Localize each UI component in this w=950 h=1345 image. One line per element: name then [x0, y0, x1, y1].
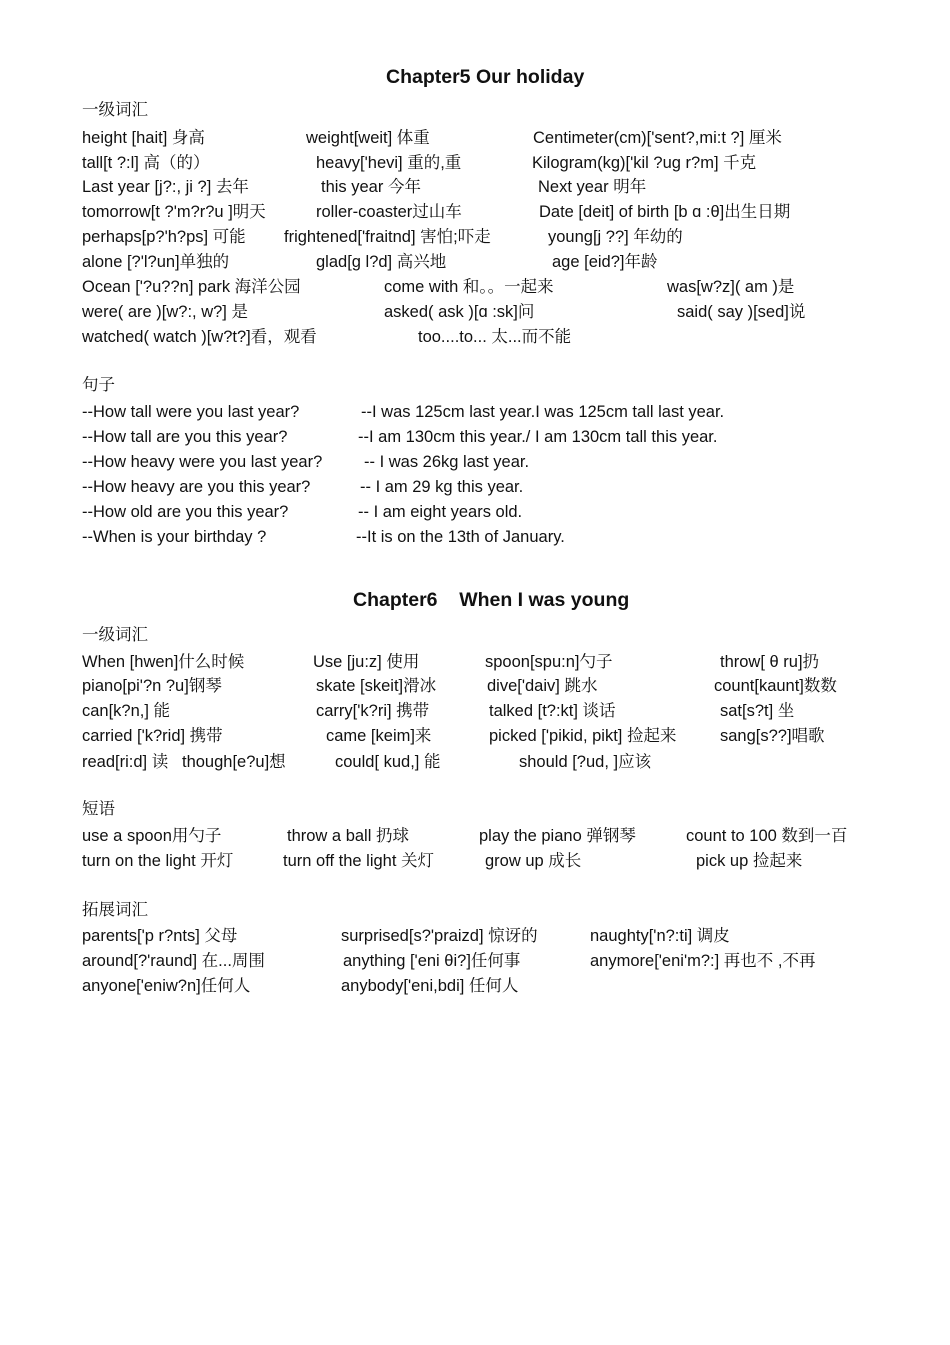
vocab-item: said( say )[sed]说 — [677, 303, 806, 321]
vocab-item: watched( watch )[w?t?]看，观看 — [82, 328, 317, 346]
vocab-item: Next year 明年 — [538, 178, 647, 196]
vocab-item: too....to... 太...而不能 — [418, 328, 572, 346]
ext-vocab-item: parents['p r?nts] 父母 — [82, 927, 238, 945]
vocab-item: come with 和。。一起来 — [384, 278, 554, 296]
vocab-item: throw[ θ ru]扔 — [720, 653, 820, 671]
vocab-item: roller-coaster过山车 — [316, 203, 462, 221]
vocab-item: dive['daiv] 跳水 — [487, 677, 598, 695]
sentence-answer: --It is on the 13th of January. — [356, 528, 565, 546]
sentence-answer: -- I am 29 kg this year. — [360, 478, 524, 496]
sentence-answer: --I am 130cm this year./ I am 130cm tall this year. — [358, 428, 718, 446]
vocab-item: asked( ask )[ɑ :sk]问 — [384, 303, 535, 321]
sentence-answer: -- I am eight years old. — [358, 503, 523, 521]
phrase-item: turn on the light 开灯 — [82, 852, 234, 870]
vocab-item: frightened['fraitnd] 害怕;吓走 — [284, 228, 491, 246]
vocab-item: read[ri:d] 读 — [82, 753, 169, 771]
vocab-item: age [eid?]年龄 — [552, 253, 658, 271]
chapter6-vocab-heading: 一级词汇 — [82, 626, 148, 644]
vocab-item: sat[s?t] 坐 — [720, 702, 795, 720]
ext-vocab-item: surprised[s?'praizd] 惊讶的 — [341, 927, 538, 945]
ext-vocab-item: naughty['n?:ti] 调皮 — [590, 927, 730, 945]
vocab-item: talked [t?:kt] 谈话 — [489, 702, 616, 720]
vocab-item: were( are )[w?:, w?] 是 — [82, 303, 248, 321]
vocab-item: sang[s??]唱歌 — [720, 727, 825, 745]
vocab-item: Use [ju:z] 使用 — [313, 653, 420, 671]
phrase-item: turn off the light 关灯 — [283, 852, 435, 870]
sentence-question: --How tall were you last year? — [82, 403, 300, 421]
vocab-item: When [hwen]什么时候 — [82, 653, 245, 671]
vocab-item: though[e?u]想 — [182, 753, 286, 771]
ext-vocab-item: anyone['eniw?n]任何人 — [82, 977, 251, 995]
chapter5-vocab-heading: 一级词汇 — [82, 101, 148, 119]
phrase-item: use a spoon用勺子 — [82, 827, 222, 845]
sentence-question: --When is your birthday ? — [82, 528, 267, 546]
sentence-answer: --I was 125cm last year.I was 125cm tall last year. — [361, 403, 725, 421]
vocab-item: Ocean ['?u??n] park 海洋公园 — [82, 278, 301, 296]
sentence-answer: -- I was 26kg last year. — [364, 453, 530, 471]
chapter6-ext-heading: 拓展词汇 — [82, 901, 148, 919]
sentence-question: --How tall are you this year? — [82, 428, 288, 446]
vocab-item: came [keim]来 — [326, 727, 432, 745]
vocab-item: heavy['hevi] 重的,重 — [316, 154, 462, 172]
ext-vocab-item: anybody['eni,bdi] 任何人 — [341, 977, 519, 995]
vocab-item: can[k?n,] 能 — [82, 702, 171, 720]
sentence-question: --How old are you this year? — [82, 503, 289, 521]
vocab-item: Last year [j?:, ji ?] 去年 — [82, 178, 249, 196]
vocab-item: glad[ɡ l?d] 高兴地 — [316, 253, 447, 271]
ext-vocab-item: around[?'raund] 在...周围 — [82, 952, 265, 970]
ext-vocab-item: anymore['eni'm?:] 再也不 ,不再 — [590, 952, 816, 970]
vocab-item: tomorrow[t ?'m?r?u ]明天 — [82, 203, 266, 221]
vocab-item: height [hait] 身高 — [82, 129, 205, 147]
vocab-item: carry['k?ri] 携带 — [316, 702, 430, 720]
vocab-item: spoon[spu:n]勺子 — [485, 653, 613, 671]
vocab-item: young[j ??] 年幼的 — [548, 228, 683, 246]
chapter5-title: Chapter5 Our holiday — [386, 66, 585, 88]
phrase-item: grow up 成长 — [485, 852, 582, 870]
vocab-item: was[w?z]( am )是 — [667, 278, 795, 296]
vocab-item: count[kaunt]数数 — [714, 677, 837, 695]
chapter6-phrase-heading: 短语 — [82, 800, 115, 818]
vocab-item: Date [deit] of birth [b ɑ :θ]出生日期 — [539, 203, 791, 221]
vocab-item: perhaps[p?'h?ps] 可能 — [82, 228, 246, 246]
vocab-item: carried ['k?rid] 携带 — [82, 727, 223, 745]
vocab-item: tall[t ?:l] 高（的） — [82, 154, 210, 172]
ext-vocab-item: anything ['eni θi?]任何事 — [343, 952, 521, 970]
sentence-question: --How heavy are you this year? — [82, 478, 311, 496]
vocab-item: this year 今年 — [321, 178, 421, 196]
vocab-item: weight[weit] 体重 — [306, 129, 430, 147]
vocab-item: piano[pi'?n ?u]钢琴 — [82, 677, 222, 695]
vocab-item: should [?ud, ]应该 — [519, 753, 652, 771]
sentence-question: --How heavy were you last year? — [82, 453, 323, 471]
phrase-item: count to 100 数到一百 — [686, 827, 848, 845]
phrase-item: throw a ball 扔球 — [287, 827, 409, 845]
phrase-item: play the piano 弹钢琴 — [479, 827, 636, 845]
chapter6-title: Chapter6 When I was young — [353, 589, 630, 611]
vocab-item: Centimeter(cm)['sent?,mi:t ?] 厘米 — [533, 129, 782, 147]
vocab-item: alone [?'l?un]单独的 — [82, 253, 230, 271]
vocab-item: could[ kud,] 能 — [335, 753, 441, 771]
vocab-item: skate [skeit]滑冰 — [316, 677, 437, 695]
chapter5-sentence-heading: 句子 — [82, 376, 115, 394]
vocab-item: Kilogram(kg)['kil ?uɡ r?m] 千克 — [532, 154, 757, 172]
phrase-item: pick up 捡起来 — [696, 852, 803, 870]
vocab-item: picked ['pikid, pikt] 捡起来 — [489, 727, 677, 745]
